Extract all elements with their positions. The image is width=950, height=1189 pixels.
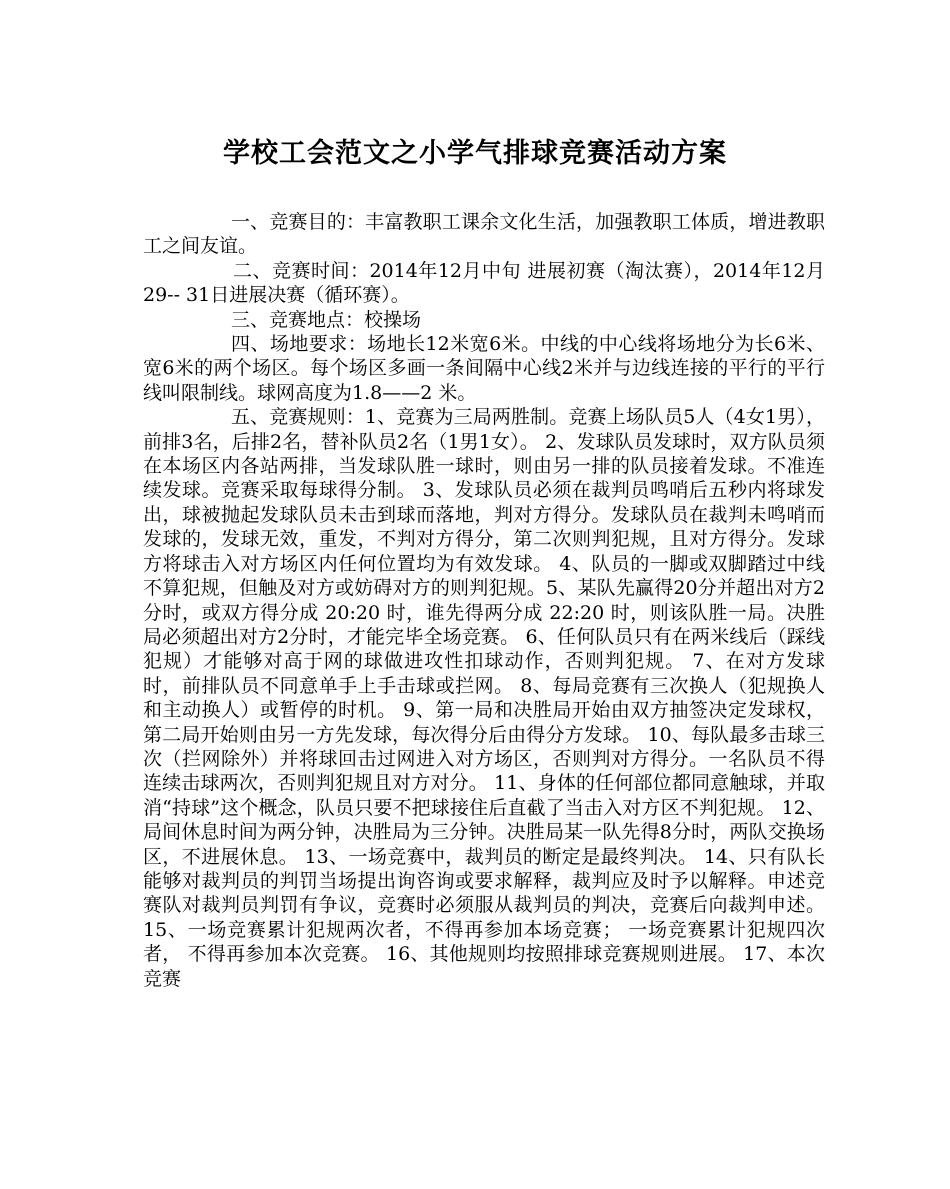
paragraph-location: 三、竞赛地点：校操场: [231, 308, 422, 331]
paragraph-venue-requirements: 四、场地要求：场地长12米宽6米。中线的中心线将场地分为长6米、宽6米的两个场区。每个场区多画一条间隔中心线2米并与边线连接的平行的平行线叫限制线。球网高度为1.8——2 米。: [143, 333, 825, 404]
paragraph-rules: 五、竞赛规则：1、竞赛为三局两胜制。竞赛上场队员5人（4女1男），前排3名，后排2名，替补队员2名（1男1女）。 2、发球队员发球时，双方队员须在本场区内各站两排，当发球队胜一球时，则由另一排的队员接着发球。不准连续发球。竞赛采取每球得分制。 3、发球队员必须在裁判员鸣哨后五秒内将球发出，球被抛起发球队员未击到球而落地，判对方得分。发球队员在裁判未鸣哨而发球的，发球无效，重发，不判对方得分，第二次则判犯规，且对方得分。发球方将球击入对方场区内任何位置均为有效发球。 4、队员的一脚或双脚踏过中线不算犯规，但触及对方或妨碍对方的则判犯规。5、某队先赢得20分并超出对方2分时，或双方得分成 20:20 时，谁先得两分成 22:20 时，则该队胜一局。决胜局必须超出对方2分时，才能完毕全场竞赛。 6、任何队员只有在两米线后（踩线犯规）才能够对高于网的球做进攻性扣球动作，否则判犯规。 7、在对方发球时，前排队员不同意单手上手击球或拦网。 8、每局竞赛有三次换人（犯规换人和主动换人）或暂停的时机。 9、第一局和决胜局开始由双方抽签决定发球权，第二局开始则由另一方先发球，每次得分后由得分方发球。 10、每队最多击球三次（拦网除外）并将球回击过网进入对方场区，否则判对方得分。一名队员不得连续击球两次，否则判犯规且对方对分。 11、身体的任何部位都同意触球，并取消“持球”这个概念，队员只要不把球接住后直截了当击入对方区不判犯规。 12、局间休息时间为两分钟，决胜局为三分钟。决胜局某一队先得8分时，两队交换场区，不进展休息。 13、一场竞赛中，裁判员的断定是最终判决。 14、只有队长能够对裁判员的判罚当场提出询咨询或要求解释，裁判应及时予以解释。申述竞赛队对裁判员判罚有争议，竞赛时必须服从裁判员的判决，竞赛后向裁判申述。 15、一场竞赛累计犯规两次者，不得再参加本场竞赛； 一场竞赛累计犯规四次者， 不得再参加本次竞赛。 16、其他规则均按照排球竞赛规则进展。 17、本次竞赛: [143, 406, 825, 990]
document-body: [143, 210, 825, 991]
document-title: 学校工会范文之小学气排球竞赛活动方案: [223, 138, 727, 169]
paragraph-purpose: 一、竞赛目的：丰富教职工课余文化生活，加强教职工体质，增进教职工之间友谊。: [143, 211, 825, 258]
paragraph-time: 二、竞赛时间：2014年12月中旬 进展初赛（淘汰赛），2014年12月29-- 31日进展决赛（循环赛）。: [143, 259, 825, 307]
